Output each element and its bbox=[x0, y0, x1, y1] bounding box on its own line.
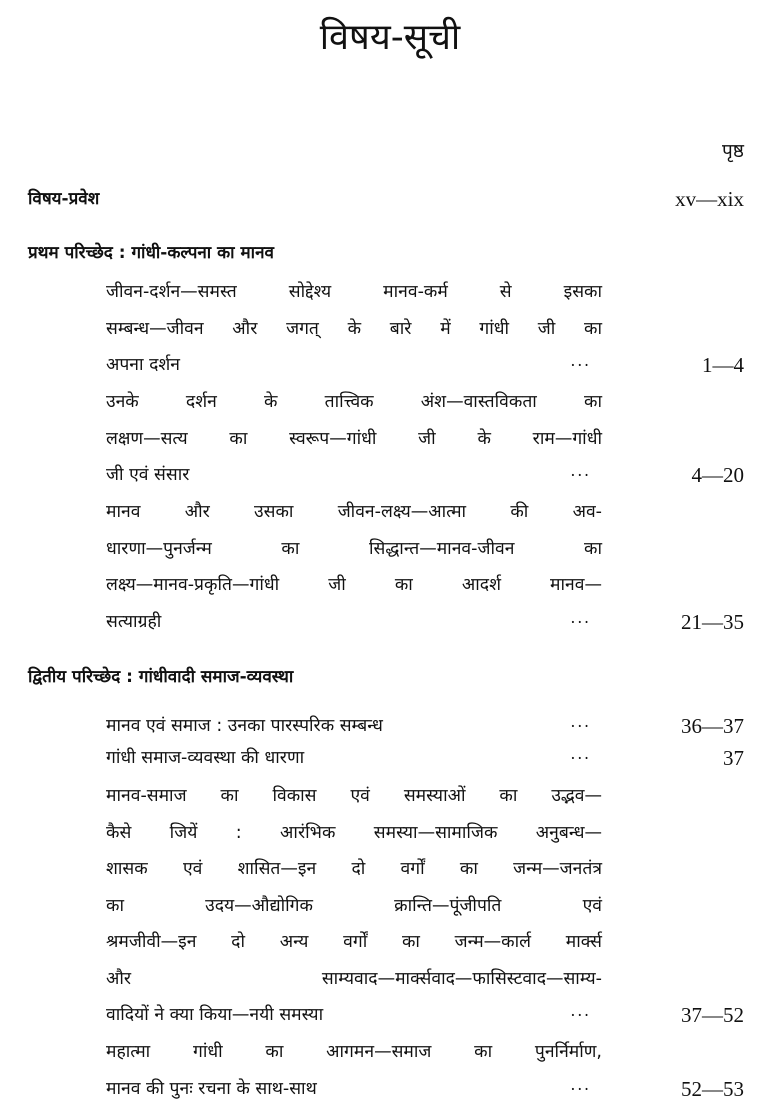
entry-pages: 52—53 bbox=[681, 1076, 744, 1101]
entry-line: गांधी समाज-व्यवस्था की धारणा bbox=[106, 748, 305, 768]
entry-line: मानव और उसका जीवन-लक्ष्य—आत्मा की अव- bbox=[106, 502, 602, 522]
entry-line: और साम्यवाद—मार्क्सवाद—फासिस्टवाद—साम्य- bbox=[106, 968, 602, 989]
section-heading: विषय-प्रवेश bbox=[28, 189, 100, 209]
entry-line: उनके दर्शन के तात्त्विक अंश—वास्तविकता का bbox=[106, 392, 602, 412]
toc-section-intro bbox=[28, 186, 744, 212]
toc-entry bbox=[106, 778, 744, 1034]
entry-line: मानव एवं समाज : उनका पारस्परिक सम्बन्ध bbox=[106, 716, 383, 736]
entry-line: अपना दर्शन bbox=[106, 355, 181, 375]
entry-line: श्रमजीवी—इन दो अन्य वर्गों का जन्म—कार्ल मार्क्स bbox=[106, 932, 602, 952]
entry-pages: 37—52 bbox=[681, 1003, 744, 1027]
entry-line: धारणा—पुनर्जन्म का सिद्धान्त—मानव-जीवन का bbox=[106, 538, 602, 559]
entry-line: कैसे जियें : आरंभिक समस्या—सामाजिक अनुबन्ध— bbox=[106, 822, 602, 843]
entry-line: मानव-समाज का विकास एवं समस्याओं का उद्भव— bbox=[106, 786, 602, 806]
entry-pages: 1—4 bbox=[702, 353, 744, 377]
toc-section-chapter-2 bbox=[28, 664, 744, 690]
section-heading: प्रथम परिच्छेद : गांधी-कल्पना का मानव bbox=[28, 243, 274, 263]
leader-dots: ··· bbox=[570, 355, 591, 375]
toc-entry bbox=[106, 740, 744, 777]
leader-dots: ··· bbox=[570, 1078, 591, 1099]
leader-dots: ··· bbox=[570, 748, 591, 768]
toc-entry bbox=[106, 494, 744, 640]
page-title: विषय-सूची bbox=[319, 17, 461, 58]
entry-line: का उदय—औद्योगिक क्रान्ति—पूंजीपति एवं bbox=[106, 895, 602, 916]
toc-entry bbox=[106, 274, 744, 384]
entry-pages: 4—20 bbox=[691, 463, 744, 487]
entry-line: सत्याग्रही bbox=[106, 611, 162, 632]
entry-pages: 21—35 bbox=[681, 609, 744, 634]
entry-line: जी एवं संसार bbox=[106, 465, 190, 485]
entry-line: जीवन-दर्शन—समस्त सोद्देश्य मानव-कर्म से इसका bbox=[106, 282, 602, 302]
toc-section-chapter-1 bbox=[28, 240, 744, 266]
toc-entry bbox=[106, 1034, 744, 1107]
entry-pages: 37 bbox=[723, 746, 744, 770]
entry-line: महात्मा गांधी का आगमन—समाज का पुनर्निर्माण, bbox=[106, 1042, 602, 1062]
leader-dots: ··· bbox=[570, 465, 591, 485]
section-heading: द्वितीय परिच्छेद : गांधीवादी समाज-व्यवस्था bbox=[28, 667, 294, 687]
entry-line: वादियों ने क्या किया—नयी समस्या bbox=[106, 1005, 324, 1025]
entry-line: लक्ष्य—मानव-प्रकृति—गांधी जी का आदर्श मानव— bbox=[106, 575, 602, 595]
section-pages: xv—xix bbox=[675, 187, 744, 211]
entry-line: मानव की पुनः रचना के साथ-साथ bbox=[106, 1078, 317, 1099]
leader-dots: ··· bbox=[570, 1005, 591, 1025]
entry-pages: 36—37 bbox=[681, 714, 744, 738]
entry-line: शासक एवं शासित—इन दो वर्गों का जन्म—जनतंत्र bbox=[106, 859, 602, 879]
leader-dots: ··· bbox=[570, 716, 591, 736]
toc-entry bbox=[106, 384, 744, 494]
leader-dots: ··· bbox=[570, 611, 591, 632]
entry-line: लक्षण—सत्य का स्वरूप—गांधी जी के राम—गांधी bbox=[106, 428, 602, 449]
entry-line: सम्बन्ध—जीवन और जगत् के बारे में गांधी जी का bbox=[106, 318, 602, 339]
page-column-header: पृष्ठ bbox=[722, 140, 744, 162]
